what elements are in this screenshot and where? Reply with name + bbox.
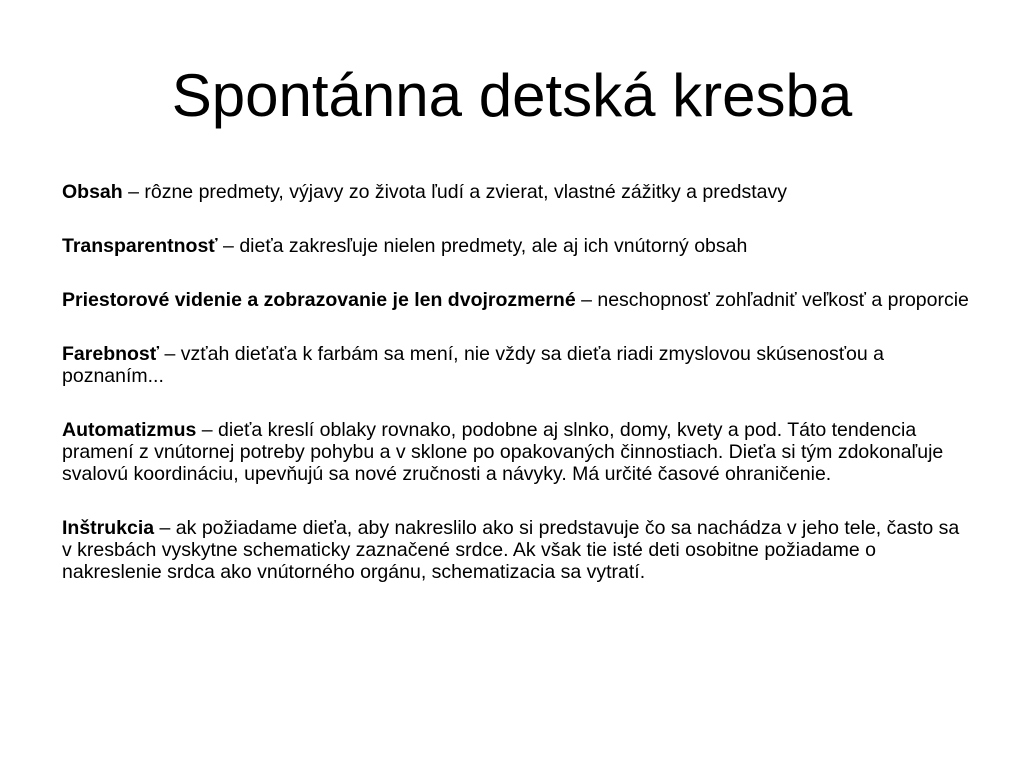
text-obsah: – rôzne predmety, výjavy zo života ľudí a zvierat, vlastné zážitky a predstavy: [122, 181, 787, 203]
paragraph-instrukcia: [62, 517, 972, 583]
slide-content: [62, 181, 972, 615]
text-priestorove-videnie: – neschopnosť zohľadniť veľkosť a proporcie: [575, 289, 969, 311]
term-instrukcia: Inštrukcia: [62, 517, 155, 539]
paragraph-priestorove-videnie: [62, 289, 972, 311]
term-automatizmus: Automatizmus: [62, 419, 197, 441]
text-transparentnost: – dieťa zakresľuje nielen predmety, ale aj ich vnútorný obsah: [217, 235, 748, 257]
text-instrukcia: – ak požiadame dieťa, aby nakreslilo ako si predstavuje čo sa nachádza v jeho tele, často sa v kresbách vyskytne schematicky zaznačené srdce. Ak však tie isté deti osobitne požiadame o nakreslenie srdca ako vnútorného orgánu, schematizacia sa vytratí.: [62, 517, 960, 583]
paragraph-obsah: [62, 181, 972, 203]
term-farebnost: Farebnosť: [62, 343, 160, 365]
text-farebnost: – vzťah dieťaťa k farbám sa mení, nie vždy sa dieťa riadi zmyslovou skúsenosťou a poznaním...: [62, 343, 884, 387]
term-transparentnost: Transparentnosť: [62, 235, 218, 257]
slide-title: Spontánna detská kresba: [171, 62, 853, 129]
text-automatizmus: – dieťa kreslí oblaky rovnako, podobne aj slnko, domy, kvety a pod. Táto tendencia pramení z vnútornej potreby pohybu a v sklone po opakovaných činnostiach. Dieťa si tým zdokonaľuje svalovú koordináciu, upevňujú sa nové zručnosti a návyky. Má určité časové ohraničenie.: [62, 419, 944, 485]
paragraph-farebnost: [62, 343, 972, 387]
paragraph-transparentnost: [62, 235, 972, 257]
term-priestorove-videnie: Priestorové videnie a zobrazovanie je len dvojrozmerné: [62, 289, 576, 311]
paragraph-automatizmus: [62, 419, 972, 485]
term-obsah: Obsah: [62, 181, 123, 203]
